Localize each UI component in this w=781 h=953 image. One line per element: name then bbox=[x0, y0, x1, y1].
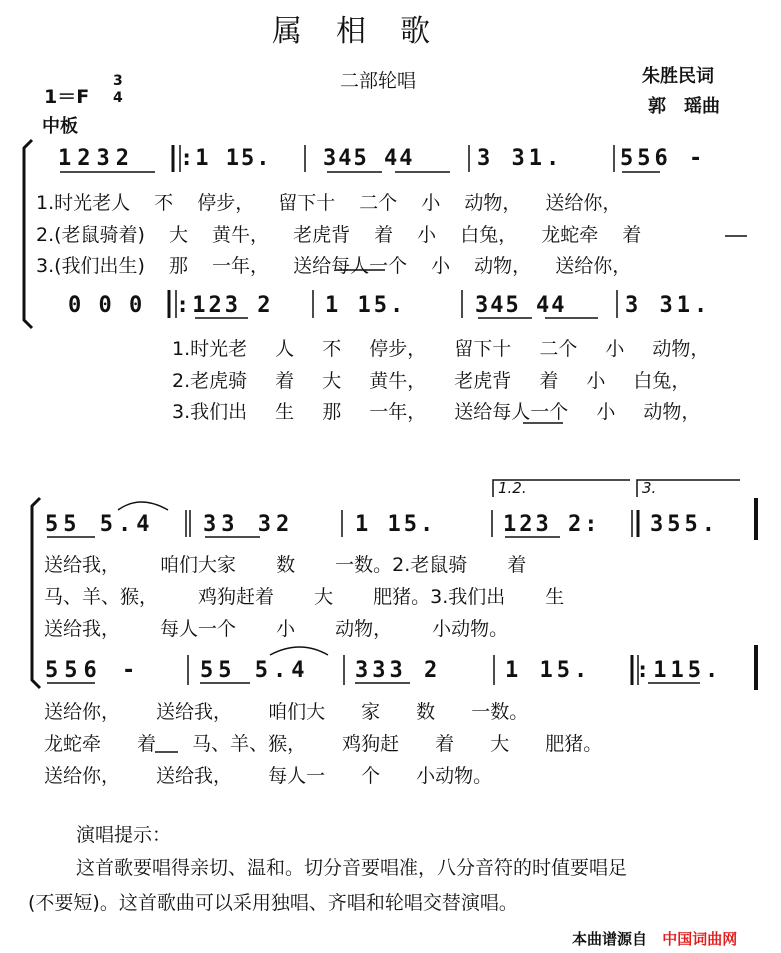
tempo-marking: 中板 bbox=[42, 116, 78, 137]
note-group: 355. bbox=[650, 512, 719, 537]
lyric-line: 送给我， 咱们大家 数 一数。2.老鼠骑 着 bbox=[44, 554, 527, 576]
note-group: 1232 bbox=[58, 146, 135, 171]
footer-brand-link[interactable]: 中国词曲网 bbox=[662, 930, 738, 948]
system-bracket bbox=[32, 498, 40, 688]
note-group: :1 15. bbox=[180, 146, 272, 171]
song-title: 属相歌 bbox=[272, 14, 464, 49]
lyricist-credit: 朱胜民词 bbox=[642, 66, 714, 87]
note-group: 333 2 bbox=[355, 658, 442, 683]
note-group: 1 15. bbox=[325, 293, 407, 318]
footer-source bbox=[572, 928, 737, 949]
lyric-line: 马、羊、猴， 鸡狗赶着 大 肥猪。3.我们出 生 bbox=[44, 586, 565, 608]
note-group: 556 - bbox=[620, 146, 707, 171]
system-bracket bbox=[24, 140, 32, 328]
lyric-line: 1.时光老人 不 停步， 留下十 二个 小 动物， 送给你， bbox=[36, 192, 622, 214]
footer-text: 本曲谱源自 bbox=[572, 930, 648, 948]
lyric-line: 2.(老鼠骑着) 大 黄牛， 老虎背 着 小 白兔， 龙蛇牵 着 bbox=[36, 224, 642, 246]
note-group: 55 5.4 bbox=[45, 512, 155, 537]
note-group: 123 2: bbox=[503, 512, 601, 537]
note-group: 345 44 bbox=[475, 293, 567, 318]
tie-slur bbox=[118, 502, 168, 510]
note-group: 55 5.4 bbox=[200, 658, 310, 683]
lyric-line: 1.时光老 人 不 停步， 留下十 二个 小 动物， bbox=[172, 338, 710, 360]
composer-credit: 郭 瑶曲 bbox=[648, 96, 720, 117]
hint-line: 这首歌要唱得亲切、温和。切分音要唱准，八分音符的时值要唱足 bbox=[76, 857, 628, 879]
volta-label-1: 1.2. bbox=[498, 479, 527, 497]
lyric-line: 送给我， 每人一个 小 动物， 小动物。 bbox=[44, 618, 509, 640]
note-group: 3 31. bbox=[625, 293, 712, 318]
note-group: 0 0 0 bbox=[68, 293, 145, 318]
hint-line: (不要短)。这首歌曲可以采用独唱、齐唱和轮唱交替演唱。 bbox=[28, 892, 518, 914]
lyric-line: 送给你， 送给我， 每人一 个 小动物。 bbox=[44, 765, 493, 787]
lyric-line: 2.老虎骑 着 大 黄牛， 老虎背 着 小 白兔， bbox=[172, 370, 691, 392]
note-group: 556 - bbox=[45, 658, 142, 683]
note-group: 345 44 bbox=[323, 146, 415, 171]
lyric-line: 3.(我们出生) 那 一年， 送给每人一个 小 动物， 送给你， bbox=[36, 255, 632, 277]
note-group: :115. bbox=[636, 658, 723, 683]
tie-slur bbox=[270, 647, 328, 655]
note-group: 1 15. bbox=[355, 512, 437, 537]
lyric-line: 3.我们出 生 那 一年， 送给每人一个 小 动物， bbox=[172, 401, 701, 423]
subtitle: 二部轮唱 bbox=[340, 70, 417, 92]
note-group: 3 31. bbox=[477, 146, 564, 171]
note-group: 33 32 bbox=[203, 512, 295, 537]
time-signature-bottom: 4 bbox=[113, 90, 123, 106]
lyric-line: 龙蛇牵 着 马、羊、猴， 鸡狗赶 着 大 肥猪。 bbox=[44, 733, 603, 755]
hint-title: 演唱提示： bbox=[76, 824, 172, 846]
note-group: :123 2 bbox=[176, 293, 274, 318]
time-signature-top: 3 bbox=[113, 73, 123, 89]
key-signature: 1＝F bbox=[44, 86, 90, 108]
lyric-line: 送给你， 送给我， 咱们大 家 数 一数。 bbox=[44, 701, 529, 723]
volta-label-2: 3. bbox=[642, 479, 657, 497]
note-group: 1 15. bbox=[505, 658, 592, 683]
